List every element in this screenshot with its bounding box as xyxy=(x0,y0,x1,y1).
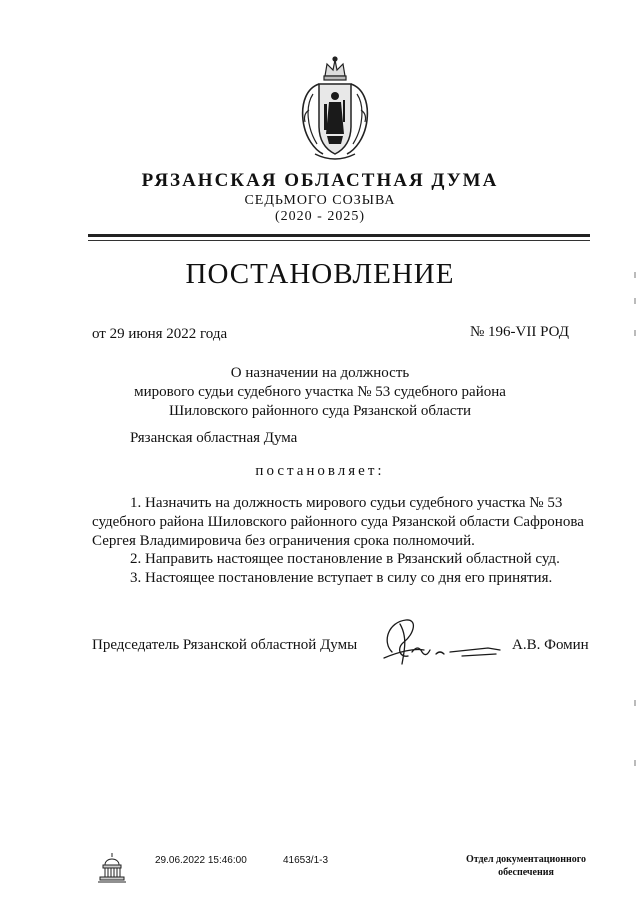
resolution-item-text: 2. Направить настоящее постановление в Рязанский областной суд. xyxy=(130,551,560,567)
footer-datetime: 29.06.2022 15:46:00 xyxy=(155,855,247,866)
document-date: от 29 июня 2022 года xyxy=(92,326,228,342)
scan-mark xyxy=(634,272,636,278)
subject-line: О назначении на должность xyxy=(230,365,410,381)
footer-registration-number: 41653/1-3 xyxy=(283,855,329,866)
footer-department-line: обеспечения xyxy=(498,867,554,878)
scan-mark xyxy=(634,700,636,706)
coat-of-arms-icon xyxy=(289,54,381,164)
convocation-label: СЕДЬМОГО СОЗЫВА xyxy=(244,193,396,208)
handwritten-signature xyxy=(378,612,508,670)
signer-title: Председатель Рязанской областной Думы xyxy=(92,637,358,653)
resolution-item-text: 1. Назначить на должность мирового судьи судебного участка № 53 судебного района Шиловского районного суда Рязанской области Сафронова Сергея Владимировича без ограничения срока полномочий. xyxy=(92,495,584,549)
scan-mark xyxy=(634,760,636,766)
resolution-item-text: 3. Настоящее постановление вступает в силу со дня его принятия. xyxy=(130,570,553,586)
header-divider-thick xyxy=(88,234,590,237)
document-number: № 196-VII РОД xyxy=(470,324,569,340)
resolution-item xyxy=(92,494,612,551)
adopting-body: Рязанская областная Дума xyxy=(130,430,298,446)
duma-building-icon xyxy=(96,851,128,885)
signer-name: А.В. Фомин xyxy=(512,637,589,653)
convocation-years: (2020 - 2025) xyxy=(275,209,365,224)
scan-mark xyxy=(634,330,636,336)
subject-line: Шиловского районного суда Рязанской области xyxy=(168,403,472,419)
subject-line: мирового судьи судебного участка № 53 судебного района xyxy=(134,384,506,400)
scan-mark xyxy=(634,298,636,304)
resolution-item xyxy=(92,550,612,569)
document-type-title: ПОСТАНОВЛЕНИЕ xyxy=(185,258,455,290)
header-divider-thin xyxy=(88,240,590,241)
document-subject xyxy=(0,364,640,421)
decrees-heading: постановляет: xyxy=(255,463,385,479)
footer-department-line: Отдел документационного xyxy=(465,854,587,865)
organization-title: РЯЗАНСКАЯ ОБЛАСТНАЯ ДУМА xyxy=(141,170,499,191)
resolution-item xyxy=(92,569,612,588)
footer-department xyxy=(446,853,606,879)
